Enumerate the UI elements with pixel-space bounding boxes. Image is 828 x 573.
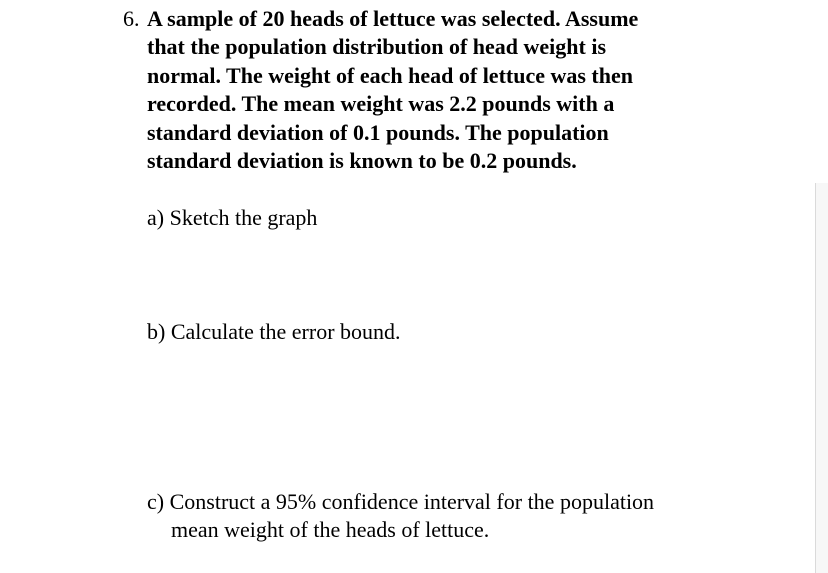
question-block [123,5,723,175]
part-c-line-1: c) Construct a 95% confidence interval for the population [147,489,655,514]
question-line: standard deviation of 0.1 pounds. The population [147,119,609,145]
vertical-scrollbar[interactable] [815,183,828,573]
question-line: that the population distribution of head weight is [147,34,607,60]
part-c-prompt [147,488,654,545]
part-c-line-2: mean weight of the heads of lettuce. [171,517,490,543]
question-line: normal. The weight of each head of lettuce was then [147,62,633,88]
question-text [147,5,723,175]
part-a-prompt: a) Sketch the graph [147,205,318,230]
question-line: recorded. The mean weight was 2.2 pounds with a [147,91,615,117]
part-b-prompt: b) Calculate the error bound. [147,319,401,344]
question-number: 6. [123,6,140,31]
question-line: standard deviation is known to be 0.2 pounds. [147,148,577,174]
question-line: A sample of 20 heads of lettuce was selected. Assume [147,6,639,31]
